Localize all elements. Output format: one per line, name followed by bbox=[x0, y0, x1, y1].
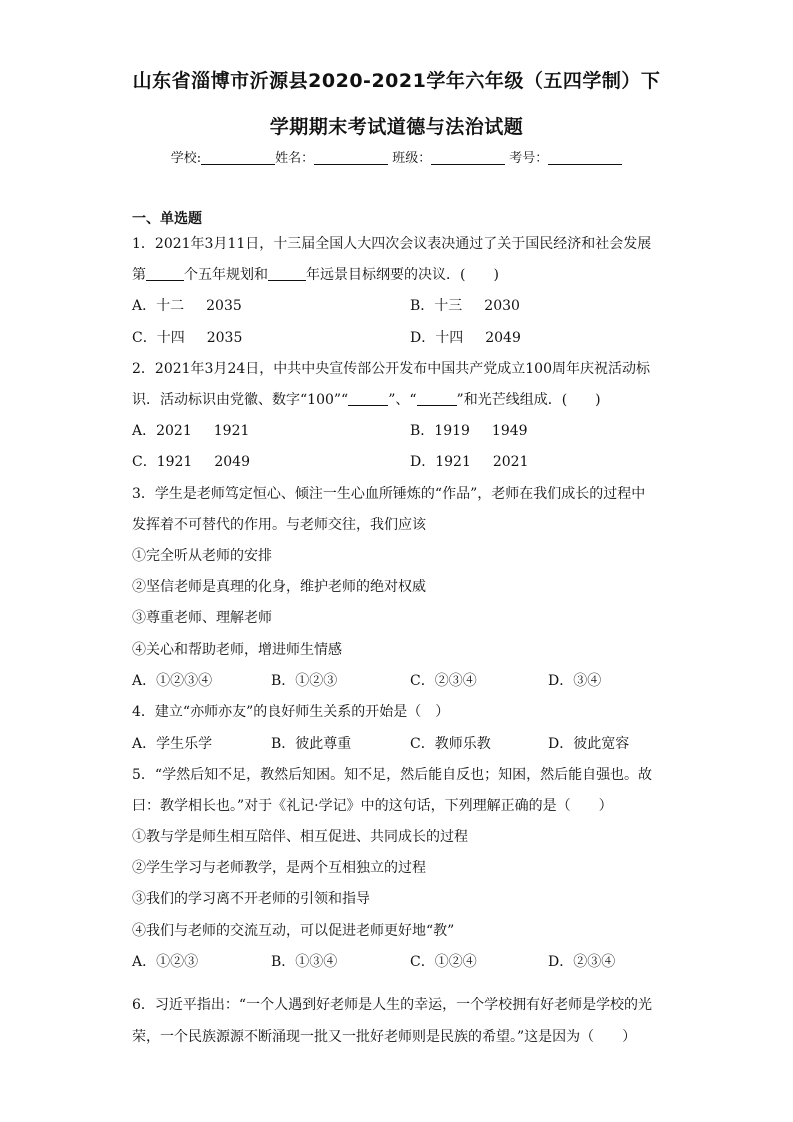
q5-statement-3: ③我们的学习离不开老师的引领和指导 bbox=[132, 891, 370, 907]
q5-stem-line1: 5．“学然后知不足，教然后知困。知不足，然后能自反也；知困，然后能自强也。故 bbox=[132, 767, 653, 783]
q2-stem-line1: 2．2021年3月24日，中共中央宣传部公开发布中国共产党成立100周年庆祝活动标 bbox=[132, 361, 650, 377]
q1-b-label: B．十三 bbox=[410, 298, 463, 314]
q5-stem-line2: 曰：教学相长也。”对于《礼记·学记》中的这句话，下列理解正确的是（ ） bbox=[132, 798, 613, 814]
q5-statement-4: ④我们与老师的交流互动，可以促进老师更好地“教” bbox=[132, 923, 455, 939]
q1-blank-2 bbox=[268, 268, 306, 281]
school-blank[interactable] bbox=[201, 151, 275, 165]
q2-a-label: A．2021 bbox=[132, 423, 192, 439]
class-label: 班级： bbox=[392, 151, 432, 166]
q3-option-a[interactable]: A．①②③④ bbox=[132, 673, 213, 689]
q3-statement-1: ①完全听从老师的安排 bbox=[132, 548, 272, 564]
q1-blank-1 bbox=[146, 268, 184, 281]
q3-statement-2: ②坚信老师是真理的化身，维护老师的绝对权威 bbox=[132, 579, 426, 595]
q5-statement-2: ②学生学习与老师教学，是两个互相独立的过程 bbox=[132, 860, 426, 876]
q1-text-b: 个五年规划和 bbox=[184, 267, 268, 283]
student-info-row bbox=[0, 147, 793, 166]
q5-option-a[interactable]: A．①②③ bbox=[132, 954, 199, 970]
q3-statement-4: ④关心和帮助老师，增进师生情感 bbox=[132, 642, 342, 658]
exam-title-line1: 山东省淄博市沂源县2020-2021学年六年级（五四学制）下 bbox=[132, 70, 661, 92]
q4-option-c[interactable]: C．教师乐教 bbox=[410, 736, 491, 752]
q2-text-b: ”、“ bbox=[388, 392, 417, 408]
q2-option-a[interactable] bbox=[132, 420, 249, 440]
q2-c-value: 2049 bbox=[214, 454, 250, 470]
q3-option-d[interactable]: D．③④ bbox=[548, 673, 602, 689]
exam-no-blank[interactable] bbox=[548, 151, 622, 165]
q1-option-c[interactable] bbox=[132, 327, 242, 347]
exam-no-label: 考号： bbox=[509, 151, 549, 166]
exam-title-line2: 学期期末考试道德与法治试题 bbox=[269, 116, 524, 138]
q2-option-b[interactable] bbox=[410, 420, 528, 440]
q1-text-c: 年远景目标纲要的决议．( ) bbox=[306, 267, 499, 283]
q1-stem-line1: 1．2021年3月11日，十三届全国人大四次会议表决通过了关于国民经济和社会发展 bbox=[132, 236, 652, 252]
q2-option-c[interactable] bbox=[132, 451, 250, 471]
school-label: 学校: bbox=[170, 151, 202, 166]
q1-b-value: 2030 bbox=[484, 298, 520, 314]
q2-option-d[interactable] bbox=[410, 451, 529, 471]
q1-option-a[interactable] bbox=[132, 295, 242, 315]
q5-option-d[interactable]: D．②③④ bbox=[548, 954, 616, 970]
q1-a-label: A．十二 bbox=[132, 298, 185, 314]
q1-a-value: 2035 bbox=[206, 298, 242, 314]
q1-c-value: 2035 bbox=[206, 330, 243, 346]
q3-statement-3: ③尊重老师、理解老师 bbox=[132, 610, 272, 626]
q1-text-a: 第 bbox=[132, 267, 146, 283]
q2-d-value: 2021 bbox=[492, 454, 529, 470]
q6-stem-line2: 荣，一个民族源源不断涌现一批又一批好老师则是民族的希望。”这是因为（ ） bbox=[132, 1029, 637, 1045]
q1-d-label: D．十四 bbox=[410, 330, 464, 346]
q2-a-value: 1921 bbox=[213, 423, 250, 439]
q3-option-c[interactable]: C．②③④ bbox=[410, 673, 477, 689]
q2-text-c: ”和光芒线组成．( ) bbox=[456, 392, 601, 408]
q3-stem-line1: 3．学生是老师笃定恒心、倾注一生心血所锤炼的“作品”，老师在我们成长的过程中 bbox=[132, 486, 646, 502]
q2-blank-1 bbox=[348, 393, 388, 406]
q5-option-b[interactable]: B．①③④ bbox=[271, 954, 338, 970]
q1-option-b[interactable] bbox=[410, 295, 520, 315]
q4-stem-line1: 4．建立“亦师亦友”的良好师生关系的开始是（ ） bbox=[132, 704, 450, 720]
q2-b-value: 1949 bbox=[491, 423, 528, 439]
q3-option-b[interactable]: B．①②③ bbox=[271, 673, 338, 689]
q5-statement-1: ①教与学是师生相互陪伴、相互促进、共同成长的过程 bbox=[132, 829, 468, 845]
q2-blank-2 bbox=[417, 393, 457, 406]
section-title: 一、单选题 bbox=[132, 211, 202, 227]
class-blank[interactable] bbox=[431, 151, 505, 165]
q4-option-a[interactable]: A．学生乐学 bbox=[132, 736, 213, 752]
q2-text-a: 识．活动标识由党徽、数字“100”“ bbox=[132, 392, 349, 408]
q6-stem-line1: 6．习近平指出：“一个人遇到好老师是人生的幸运，一个学校拥有好老师是学校的光 bbox=[132, 997, 653, 1013]
q5-option-c[interactable]: C．①②④ bbox=[410, 954, 477, 970]
q2-d-label: D．1921 bbox=[410, 454, 471, 470]
q4-option-d[interactable]: D．彼此宽容 bbox=[548, 736, 630, 752]
q2-c-label: C．1921 bbox=[132, 454, 193, 470]
q1-c-label: C．十四 bbox=[132, 330, 185, 346]
q2-stem-line2 bbox=[132, 389, 601, 409]
q2-b-label: B．1919 bbox=[410, 423, 470, 439]
q1-option-d[interactable] bbox=[410, 327, 521, 347]
q1-d-value: 2049 bbox=[485, 330, 521, 346]
q3-stem-line2: 发挥着不可替代的作用。与老师交往，我们应该 bbox=[132, 517, 426, 533]
name-blank[interactable] bbox=[314, 151, 388, 165]
q4-option-b[interactable]: B．彼此尊重 bbox=[271, 736, 352, 752]
q1-stem-line2 bbox=[132, 264, 499, 284]
name-label: 姓名： bbox=[275, 151, 315, 166]
